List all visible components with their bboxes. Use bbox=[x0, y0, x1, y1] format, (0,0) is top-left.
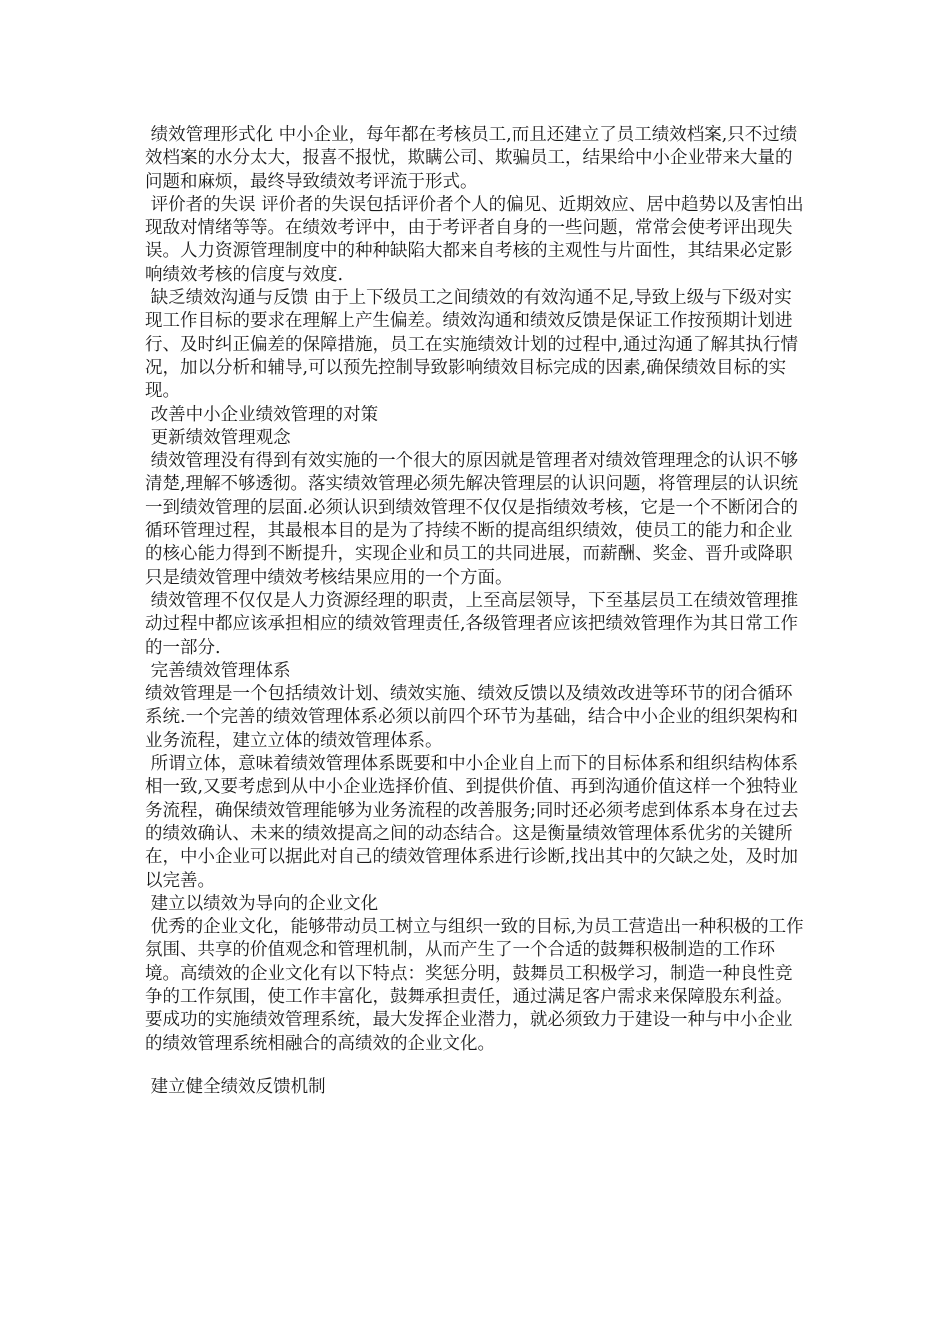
paragraph-three-dimensional: 所谓立体，意味着绩效管理体系既要和中小企业自上而下的目标体系和组织结构体系相一致,又要考虑到从中小企业选择价值、到提供价值、再到沟通价值这样一个独特业务流程，确保绩效管理能够为业务流程的改善服务;同时还必须考虑到体系本身在过去的绩效确认、未来的绩效提高之间的动态结合。这是衡量绩效管理体系优劣的关键所在，中小企业可以据此对自己的绩效管理体系进行诊断,找出其中的欠缺之处，及时加以完善。 bbox=[145, 754, 799, 891]
paragraph-formalism: 绩效管理形式化 中小企业，每年都在考核员工,而且还建立了员工绩效档案,只不过绩效档案的水分太大，报喜不报忧，欺瞒公司、欺骗员工，结果给中小企业带来大量的问题和麻烦，最终导致绩效考评流于形式。 bbox=[145, 125, 798, 192]
subheading-performance-culture: 建立以绩效为导向的企业文化 bbox=[145, 893, 379, 914]
paragraph-management-responsibility: 绩效管理不仅仅是人力资源经理的职责，上至高层领导，下至基层员工在绩效管理推动过程中都应该承担相应的绩效管理责任,各级管理者应该把绩效管理作为其日常工作的一部分. bbox=[145, 590, 799, 658]
paragraph-lack-of-communication: 缺乏绩效沟通与反馈 由于上下级员工之间绩效的有效沟通不足,导致上级与下级对实现工作目标的要求在理解上产生偏差。绩效沟通和绩效反馈是保证工作按预期计划进行、及时纠正偏差的保障措施，员工在实施绩效计划的过程中,通过沟通了解其执行情况，加以分析和辅导,可以预先控制导致影响绩效目标完成的因素,确保绩效目标的实现。 bbox=[145, 288, 799, 402]
paragraph-spacer bbox=[145, 1056, 807, 1076]
document-body bbox=[145, 124, 807, 1099]
paragraph-closed-loop-system: 绩效管理是一个包括绩效计划、绩效实施、绩效反馈以及绩效改进等环节的闭合循环系统.一个完善的绩效管理体系必须以前四个环节为基础，结合中小企业的组织架构和业务流程，建立立体的绩效管理体系。 bbox=[145, 684, 799, 751]
section-heading-countermeasures: 改善中小企业绩效管理的对策 bbox=[145, 404, 379, 425]
paragraph-management-understanding: 绩效管理没有得到有效实施的一个很大的原因就是管理者对绩效管理理念的认识不够清楚,理解不够透彻。落实绩效管理必须先解决管理层的认识问题，将管理层的认识统一到绩效管理的层面.必须认识到绩效管理不仅仅是指绩效考核，它是一个不断闭合的循环管理过程，其最根本目的是为了持续不断的提高组织绩效，使员工的能力和企业的核心能力得到不断提升，实现企业和员工的共同进展，而薪酬、奖金、晋升或降职只是绩效管理中绩效考核结果应用的一个方面。 bbox=[145, 451, 799, 588]
paragraph-evaluator-errors: 评价者的失误 评价者的失误包括评价者个人的偏见、近期效应、居中趋势以及害怕出现敌对情绪等等。在绩效考评中，由于考评者自身的一些问题，常常会使考评出现失误。人力资源管理制度中的种种缺陷大都来自考核的主观性与片面性，其结果必定影响绩效考核的信度与效度. bbox=[145, 194, 804, 285]
subheading-improve-system: 完善绩效管理体系 bbox=[145, 660, 291, 681]
subheading-update-concepts: 更新绩效管理观念 bbox=[145, 427, 291, 448]
paragraph-corporate-culture: 优秀的企业文化，能够带动员工树立与组织一致的目标,为员工营造出一种积极的工作氛围、共享的价值观念和管理机制，从而产生了一个合适的鼓舞积极制造的工作环境。高绩效的企业文化有以下特点：奖惩分明，鼓舞员工积极学习，制造一种良性竞争的工作氛围，使工作丰富化，鼓舞承担责任，通过满足客户需求来保障股东利益。要成功的实施绩效管理系统，最大发挥企业潜力，就必须致力于建设一种与中小企业的绩效管理系统相融合的高绩效的企业文化。 bbox=[145, 917, 804, 1054]
subheading-feedback-mechanism: 建立健全绩效反馈机制 bbox=[145, 1076, 326, 1097]
